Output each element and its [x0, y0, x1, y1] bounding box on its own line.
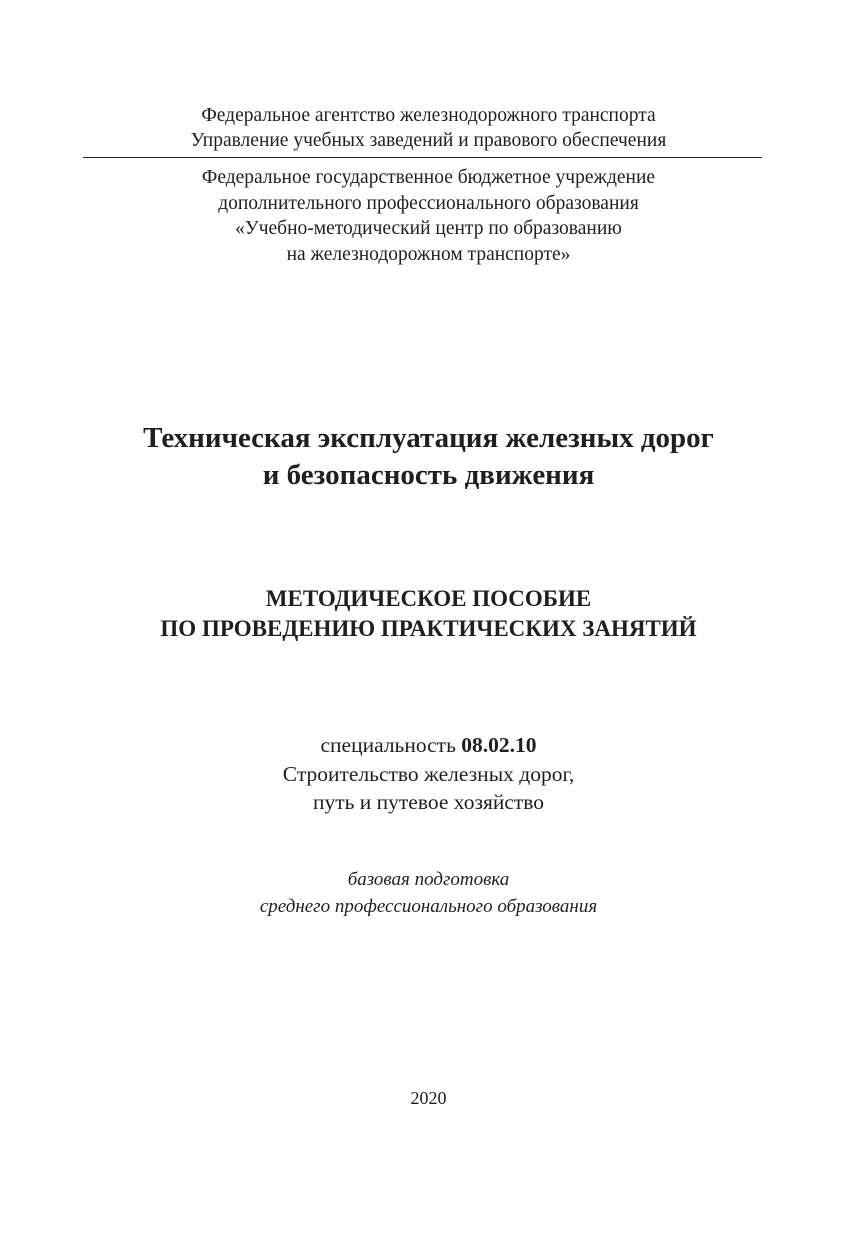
education-level — [0, 866, 857, 920]
book-subtitle-line: МЕТОДИЧЕСКОЕ ПОСОБИЕ — [265, 586, 592, 611]
book-title-line: Техническая эксплуатация железных дорог — [143, 422, 714, 454]
specialty-name-line: Строительство железных дорог, — [282, 761, 575, 786]
institution-line: Федеральное государственное бюджетное учреждение — [201, 167, 656, 188]
specialty-code: 08.02.10 — [461, 733, 537, 757]
book-subtitle-line: ПО ПРОВЕДЕНИЮ ПРАКТИЧЕСКИХ ЗАНЯТИЙ — [160, 616, 697, 641]
specialty-prefix: специальность — [320, 733, 456, 757]
book-subtitle — [0, 584, 857, 644]
institution-line: на железнодорожном транспорте» — [286, 243, 571, 265]
department-name: Управление учебных заведений и правового обеспечения — [190, 130, 667, 151]
specialty-code-line — [0, 731, 857, 760]
institution-line: дополнительного профессионального образования — [218, 192, 639, 214]
specialty-name-line: путь и путевое хозяйство — [312, 790, 545, 814]
institution-line: «Учебно-методический центр по образованию — [235, 218, 622, 239]
agency-name: Федеральное агентство железнодорожного транспорта — [201, 105, 656, 126]
book-title — [0, 420, 857, 494]
book-title-line: и безопасность движения — [262, 459, 595, 491]
specialty-block — [0, 731, 857, 817]
institution-block — [0, 165, 857, 267]
education-level-line: базовая подготовка — [347, 869, 510, 890]
education-level-line: среднего профессионального образования — [259, 896, 598, 917]
publisher-header — [0, 103, 857, 153]
publication-year: 2020 — [410, 1088, 447, 1108]
header-divider — [83, 157, 762, 158]
